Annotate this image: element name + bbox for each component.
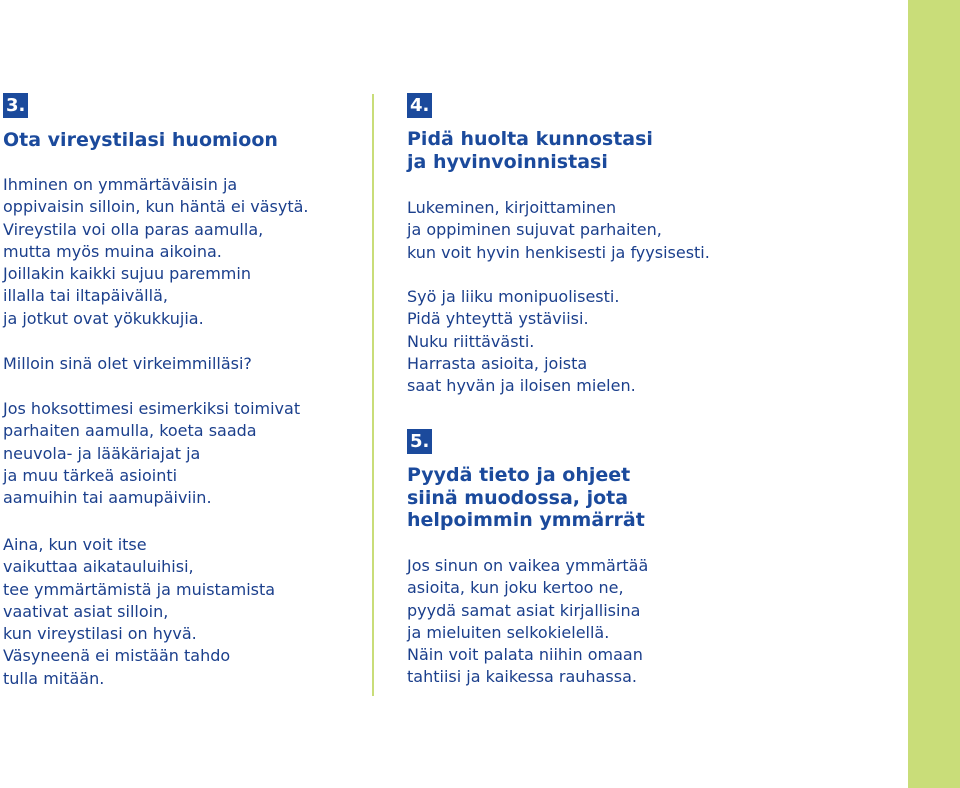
paragraph: Aina, kun voit itse vaikuttaa aikatauluihisi, tee ymmärtämistä ja muistamista vaativat asiat silloin, kun vireystilasi on hyvä. Väsyneenä ei mistään tahdo tulla mitään. [3, 535, 276, 688]
section-number-badge: 3. [3, 93, 28, 118]
section-number-badge: 5. [407, 429, 432, 454]
paragraph: Lukeminen, kirjoittaminen ja oppiminen sujuvat parhaiten, kun voit hyvin henkisesti ja fyysisesti. [407, 198, 710, 262]
section-heading: Ota vireystilasi huomioon [3, 129, 278, 151]
paragraph: Ihminen on ymmärtäväisin ja oppivaisin silloin, kun häntä ei väsytä. Vireystila voi olla paras aamulla, mutta myös muina aikoina. Joillakin kaikki sujuu paremmin illalla tai iltapäivällä, ja jotkut ovat yökukkujia. [3, 175, 309, 328]
column-divider [372, 94, 374, 696]
section-heading: Pidä huolta kunnostasi ja hyvinvoinnistasi [407, 128, 653, 173]
paragraph: Jos sinun on vaikea ymmärtää asioita, kun joku kertoo ne, pyydä samat asiat kirjallisina ja mieluiten selkokielellä. Näin voit palata niihin omaan tahtiisi ja kaikessa rauhassa. [407, 556, 649, 687]
section-heading: Pyydä tieto ja ohjeet siinä muodossa, jota helpoimmin ymmärrät [407, 464, 645, 531]
paragraph: Jos hoksottimesi esimerkiksi toimivat parhaiten aamulla, koeta saada neuvola- ja lääkäriajat ja ja muu tärkeä asiointi aamuihin tai aamupäiviin. [3, 399, 301, 508]
green-side-stripe [908, 0, 960, 788]
paragraph: Milloin sinä olet virkeimmilläsi? [3, 354, 252, 373]
paragraph: Syö ja liiku monipuolisesti. Pidä yhteyttä ystäviisi. Nuku riittävästi. Harrasta asioita, joista saat hyvän ja iloisen mielen. [407, 287, 636, 396]
section-number-badge: 4. [407, 93, 432, 118]
